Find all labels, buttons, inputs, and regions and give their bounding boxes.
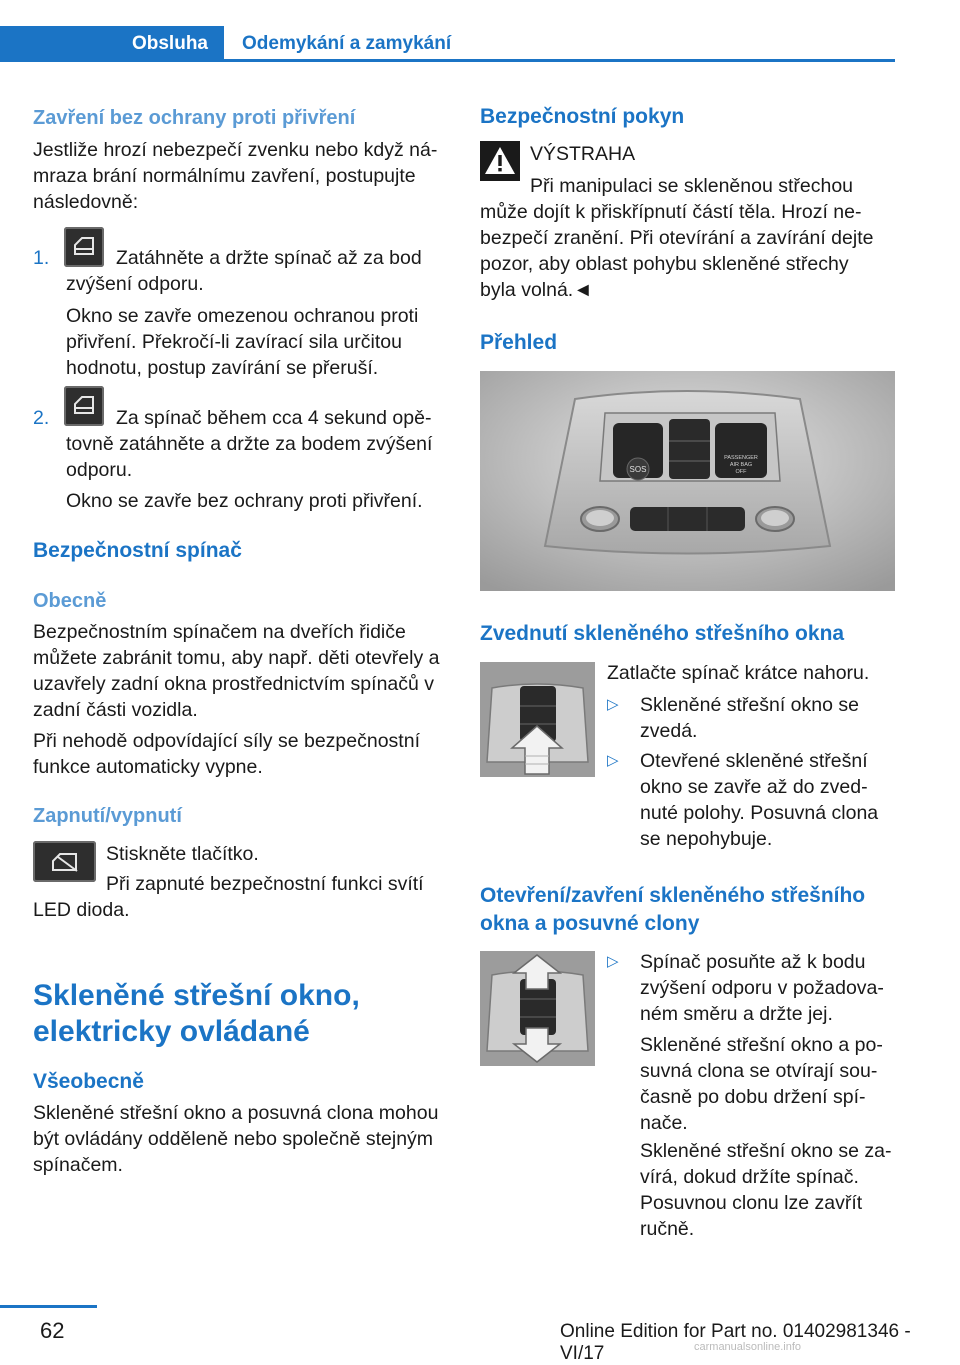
airbag-label: AIR BAG [729, 462, 753, 468]
window-switch-icon [64, 386, 104, 426]
lift-bullet-1: Skleněné střešní okno se zvedá. [640, 694, 859, 742]
lift-bullet-2: Otevřené skleněné střešní okno se zavře až do zved- nuté polohy. Posuvná clona se nepohybuje. [640, 750, 879, 850]
step1-text-line1: Zatáhněte a držte spínač až za bod [116, 247, 422, 269]
heading-safety-note: Bezpečnostní pokyn [480, 105, 685, 128]
warning-title: VÝSTRAHA [530, 143, 636, 165]
warning-icon [480, 141, 520, 181]
page-number: 62 [40, 1318, 65, 1343]
footer-rule [0, 1305, 97, 1308]
general-paragraph: Bezpečnostním spínačem na dveřích řidiče můžete zabránit tomu, aby např. děti otevřely a uzavřely zadní okna prostřednictvím spínačů v zadní části vozidla. [33, 621, 440, 721]
heading-general: Obecně [33, 590, 107, 612]
all-paragraph: Skleněné střešní okno a posuvná clona mohou být ovládány odděleně nebo společně stejným spínačem. [33, 1102, 439, 1176]
warning-body: může dojít k přiskřípnutí částí těla. Hrozí ne- bezpečí zranění. Při otevírání a zavírání dejte pozor, aby oblast pohybu skleněné střechy byla volná.◄ [480, 201, 874, 301]
onoff-line1: Stiskněte tlačítko. [106, 843, 259, 865]
heading-lift-window: Zvednutí skleněného střešního okna [480, 622, 845, 645]
heading-on-off: Zapnutí/vypnutí [33, 805, 182, 827]
off-label: OFF [735, 469, 747, 475]
heading-open-close: Otevření/zavření skleněného střešního okna a posuvné clony [480, 884, 866, 935]
onoff-line3: LED dioda. [33, 899, 130, 921]
lift-switch-photo [480, 662, 595, 777]
sos-label: SOS [629, 465, 647, 474]
bullet-icon: ▷ [607, 953, 619, 970]
intro-paragraph: Jestliže hrozí nebezpečí zvenku nebo když ná- mraza brání normálnímu zavření, postupujte následovně: [33, 139, 438, 213]
watermark: carmanualsonline.info [694, 1341, 802, 1353]
step1-note: Okno se zavře omezenou ochranou proti přivření. Překročí-li zavírací sila určitou hodnotu, postup zavírání se přeruší. [66, 305, 419, 379]
header-section[interactable]: Odemykání a zamykání [242, 33, 452, 54]
step2-text-rest: tovně zatáhněte a držte za bodem zvýšení odporu. [66, 433, 433, 481]
open-note-1: Skleněné střešní okno a po- suvná clona se otvírají sou- časně po dobu držení spí- nače. [640, 1034, 883, 1134]
heading-close-without-protection: Zavření bez ochrany proti přivření [33, 107, 356, 129]
heading-overview: Přehled [480, 331, 558, 354]
lift-instruction: Zatlačte spínač krátce nahoru. [607, 662, 870, 684]
step2-note: Okno se zavře bez ochrany proti přivření. [66, 490, 423, 512]
general-paragraph-2: Při nehodě odpovídající síly se bezpečnostní funkce automaticky vypne. [33, 730, 420, 778]
step-number-2: 2. [33, 407, 50, 429]
window-switch-icon [64, 227, 104, 267]
safety-switch-icon [33, 841, 96, 882]
heading-safety-switch: Bezpečnostní spínač [33, 539, 242, 562]
bullet-icon: ▷ [607, 752, 619, 769]
step-number-1: 1. [33, 247, 50, 269]
heading-glass-roof: Skleněné střešní okno, elektricky ovládané [33, 979, 360, 1048]
step2-text-line1: Za spínač během cca 4 sekund opě- [116, 407, 432, 429]
open-bullet: Spínač posuňte až k bodu zvýšení odporu v požadova- ném směru a držte jej. [640, 951, 884, 1025]
passenger-label: PASSENGER [724, 455, 758, 461]
onoff-line2: Při zapnuté bezpečnostní funkci svítí [106, 873, 424, 895]
warning-line1: Při manipulaci se skleněnou střechou [530, 175, 854, 197]
overhead-console-photo [480, 371, 895, 591]
step1-text-line2: zvýšení odporu. [66, 273, 204, 295]
edition-text: Online Edition for Part no. 01402981346 - VI/17 [560, 1321, 911, 1364]
slide-switch-photo [480, 951, 595, 1066]
heading-all: Všeobecně [33, 1070, 144, 1093]
header-tab[interactable]: Obsluha [131, 33, 208, 54]
open-note-2: Skleněné střešní okno se za- vírá, dokud držíte spínač. Posuvnou clonu lze zavřít ručně. [640, 1140, 892, 1240]
bullet-icon: ▷ [607, 696, 619, 713]
